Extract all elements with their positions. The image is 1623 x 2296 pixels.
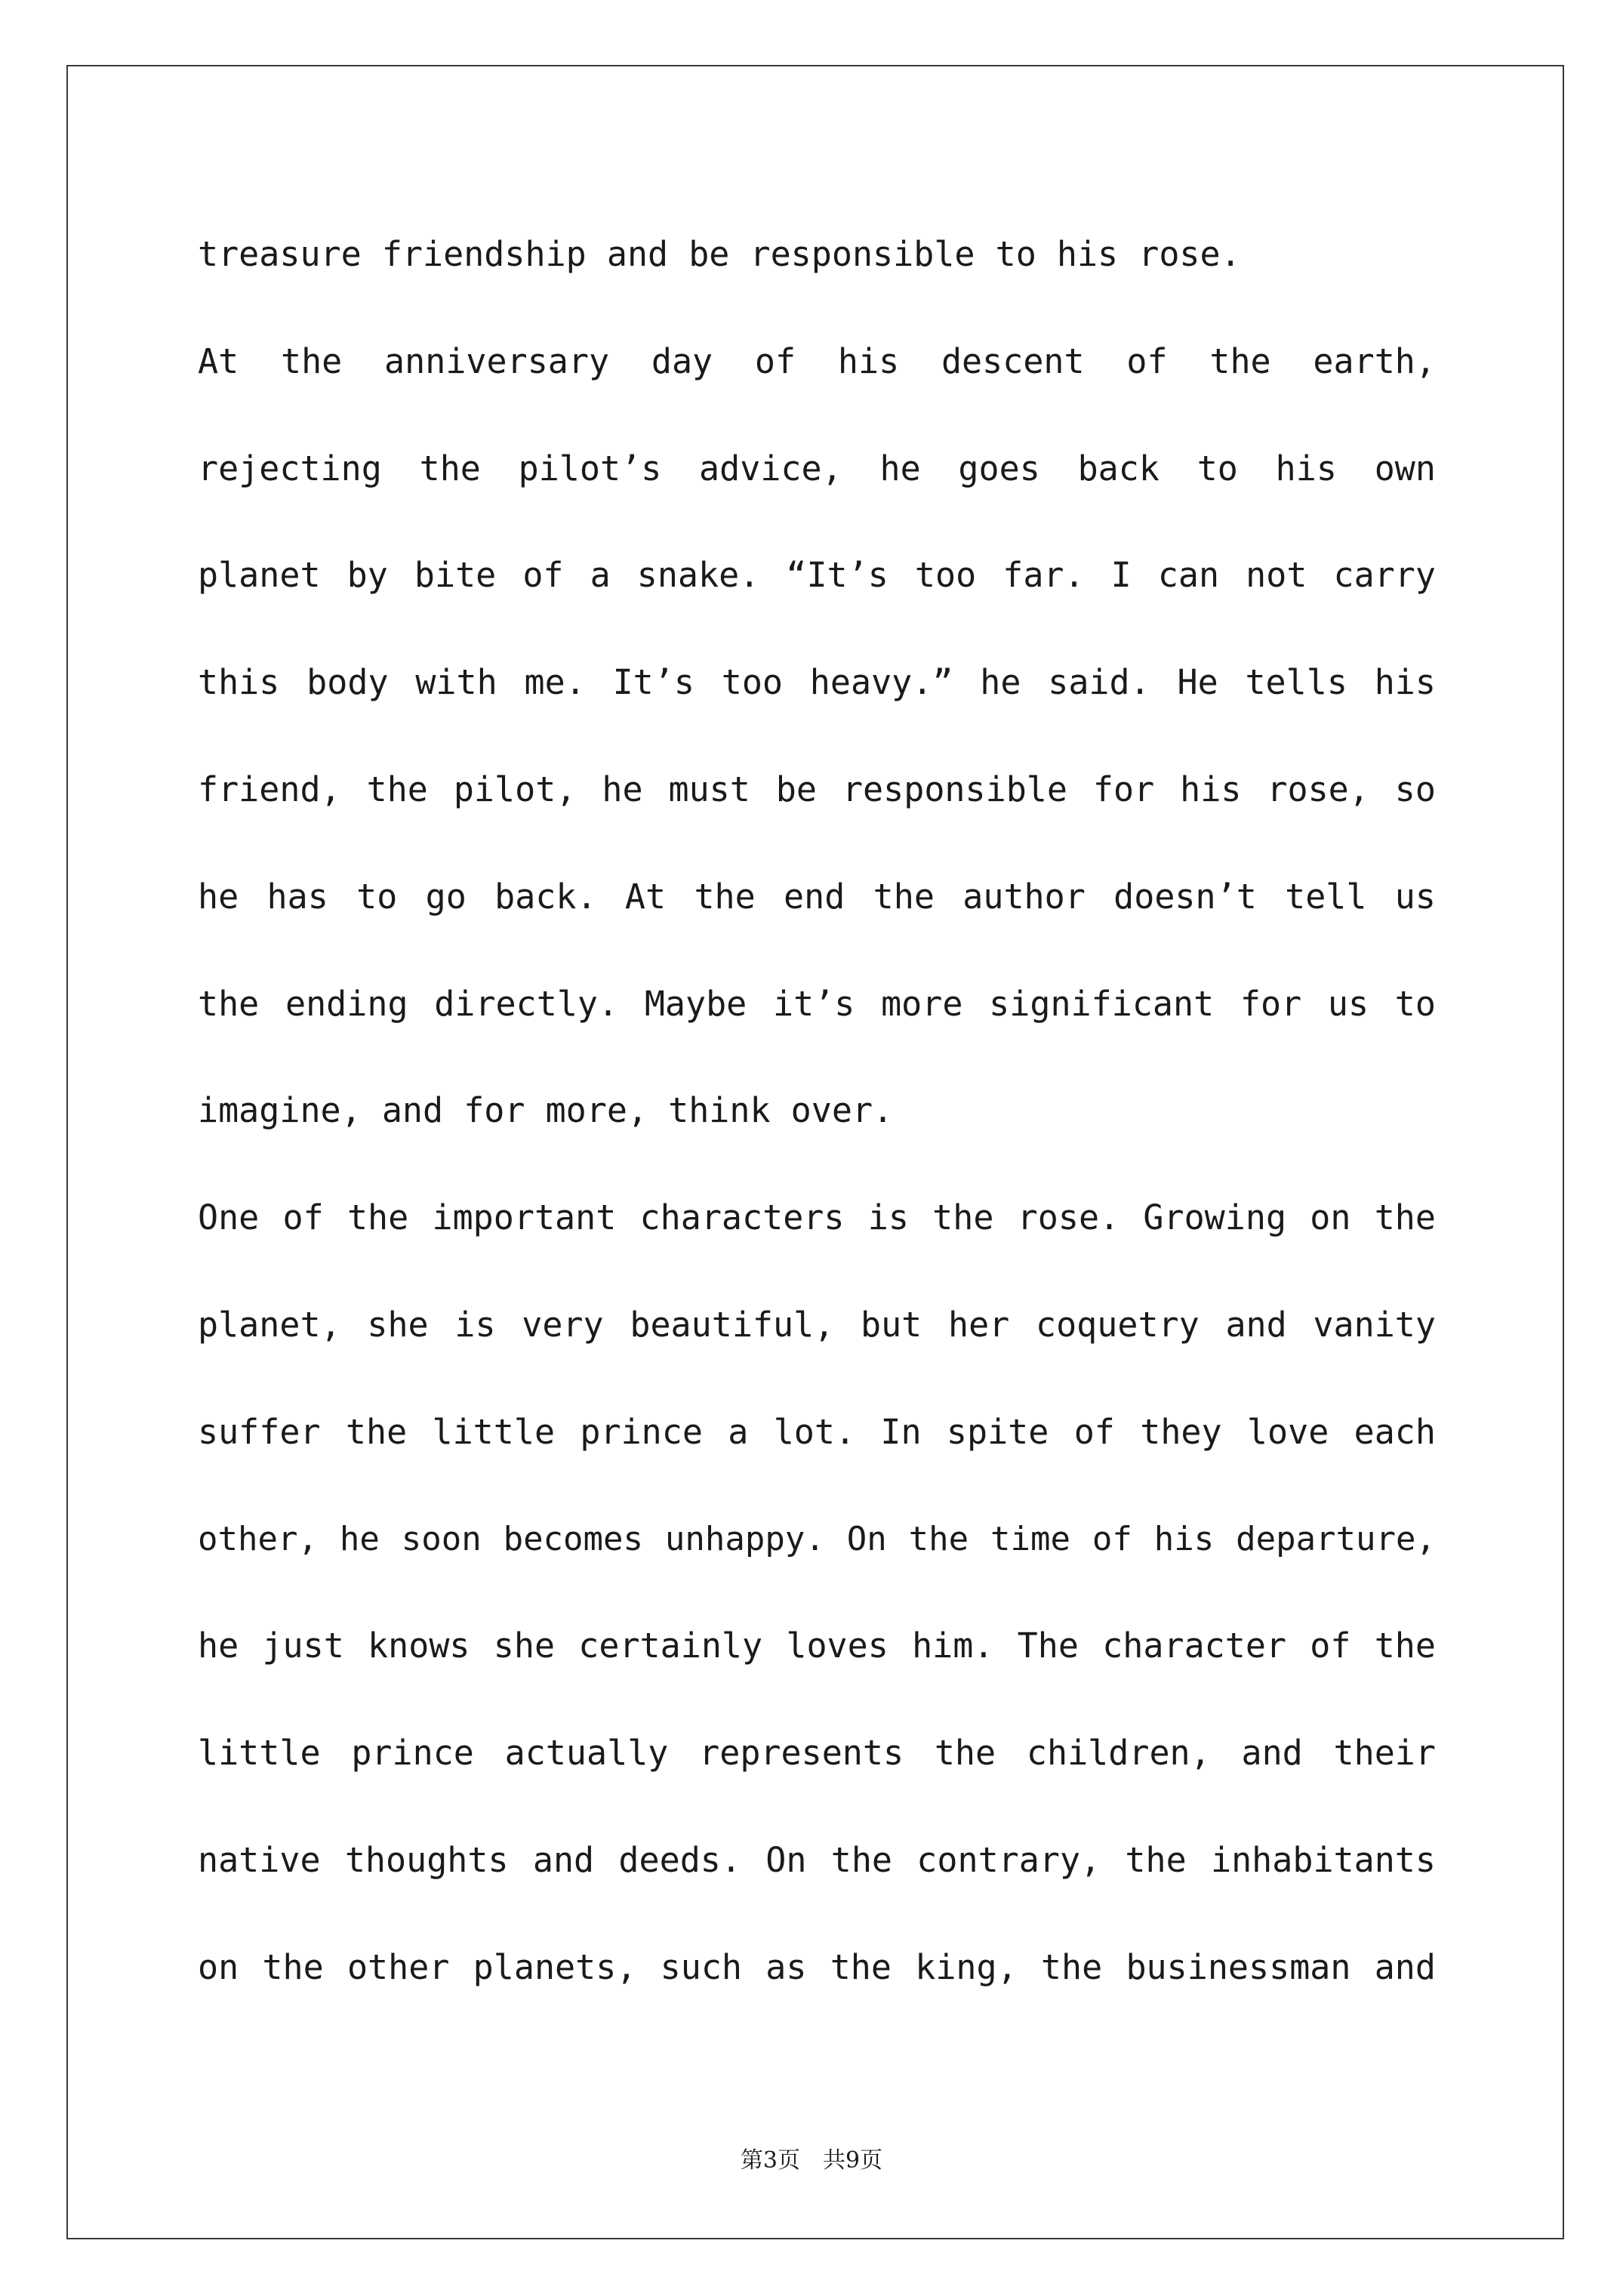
text-line: planet by bite of a snake. “It’s too far. I can not carry	[198, 555, 1436, 596]
text-line: planet, she is very beautiful, but her coquetry and vanity	[198, 1304, 1436, 1345]
text-line: rejecting the pilot’s advice, he goes back to his own	[198, 448, 1436, 488]
text-line: this body with me. It’s too heavy.” he said. He tells his	[198, 662, 1436, 703]
text-line: on the other planets, such as the king, the businessman and	[198, 1946, 1436, 1987]
text-line: he has to go back. At the end the author doesn’t tell us	[198, 876, 1436, 917]
text-line: At the anniversary day of his descent of the earth,	[198, 341, 1436, 381]
text-line: native thoughts and deeds. On the contrary, the inhabitants	[198, 1839, 1436, 1880]
document-body	[198, 220, 1436, 2041]
text-line: One of the important characters is the rose. Growing on the	[198, 1197, 1436, 1238]
page-number: 第3页 共9页	[740, 2147, 883, 2174]
text-line: imagine, and for more, think over.	[198, 1090, 894, 1131]
text-line: friend, the pilot, he must be responsible for his rose, so	[198, 769, 1436, 809]
text-line: the ending directly. Maybe it’s more significant for us to	[198, 983, 1436, 1024]
text-line: he just knows she certainly loves him. The character of the	[198, 1626, 1436, 1666]
text-line: treasure friendship and be responsible to his rose.	[198, 234, 1241, 274]
text-line: other, he soon becomes unhappy. On the time of his departure,	[198, 1519, 1436, 1558]
text-line: little prince actually represents the children, and their	[198, 1733, 1436, 1774]
text-line: suffer the little prince a lot. In spite of they love each	[198, 1411, 1436, 1452]
